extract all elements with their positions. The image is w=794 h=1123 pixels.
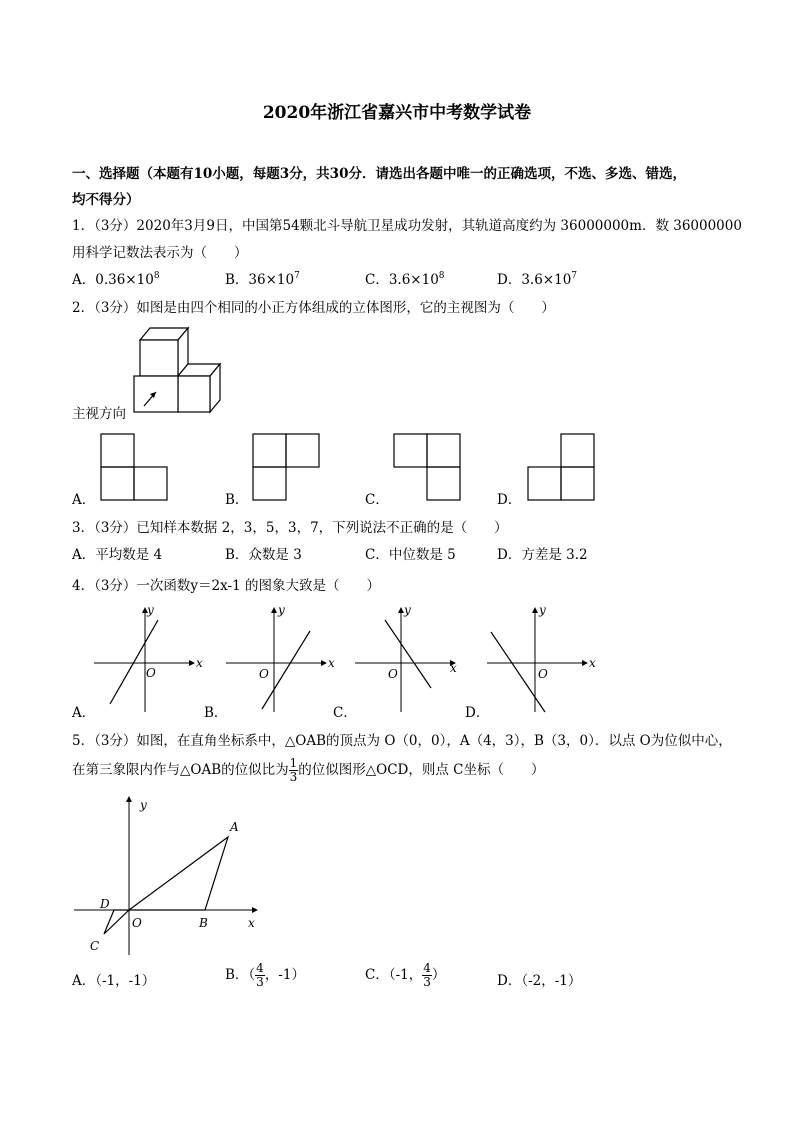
q5-origin-label: O [132,916,142,930]
q1-stem-line1: 1．（3分）2020年3月9日，中国第54颗北斗导航卫星成功发射，其轨道高度约为 36000000m．数 36000000 [72,218,742,234]
q2-option-d[interactable]: D． [497,492,522,508]
q5-option-b[interactable] [225,962,305,989]
q5-stem-line2-pre: 在第三象限内作与△OAB的位似比为 [72,762,289,778]
q4-b-origin-label: O [259,667,269,681]
q5-y-label: y [140,798,147,812]
q4-option-d[interactable]: D． [465,705,490,721]
q4-d-x-label: x [589,656,596,670]
q2-view-direction-label: 主视方向 [72,406,126,422]
q5-x-label: x [248,916,255,930]
q2-stem: 2．（3分）如图是由四个相同的小正方体组成的立体图形，它的主视图为（ ） [72,300,555,316]
q5-point-b-label: B [199,916,208,930]
q4-stem: 4．（3分）一次函数y＝2x-1 的图象大致是（ ） [72,578,380,594]
q2-option-a-figure [100,433,170,503]
section-heading-line1: 一、选择题（本题有10小题，每题3分，共30分．请选出各题中唯一的正确选项，不选、多选、错选， [72,166,686,182]
q1-option-d-text: D．3.6×10 [497,272,572,288]
q1-option-b-exp: 7 [294,271,300,281]
q5-stem-line2-post: 的位似图形△OCD，则点 C坐标（ ） [298,762,545,778]
q3-option-b[interactable]: B．众数是 3 [225,547,302,563]
q4-c-x-label: x [450,661,457,675]
q1-option-b-text: B．36×10 [225,272,295,288]
q4-option-a-graph [94,604,209,714]
q5-option-c-post: ） [431,967,446,983]
q3-stem: 3．（3分）已知样本数据 2，3，5，3，7，下列说法不正确的是（ ） [72,520,508,536]
q1-option-c-text: C．3.6×10 [365,272,439,288]
q4-c-y-label: y [404,603,411,617]
q3-option-c[interactable]: C．中位数是 5 [365,547,456,563]
q5-ratio-num: 1 [289,756,298,770]
q4-option-b[interactable]: B． [204,705,228,721]
page-title: 2020年浙江省嘉兴市中考数学试卷 [262,103,532,123]
q5-stem-line1: 5．（3分）如图，在直角坐标系中，△OAB的顶点为 O（0，0），A（4，3），B（3，0）．以点 O为位似中心， [72,733,732,749]
q4-option-a[interactable]: A． [72,705,96,721]
q4-option-c-graph [355,604,470,714]
q5-option-b-pre: B．（ [225,967,256,983]
q1-option-d[interactable] [497,268,577,288]
q5-point-c-label: C [90,939,100,953]
q5-ratio-fraction [289,757,299,784]
q4-option-b-graph [226,604,341,714]
q4-d-origin-label: O [538,667,548,681]
q1-option-b[interactable] [225,268,300,288]
q5-option-c-pre: C．（-1， [365,967,423,983]
q5-option-b-num: 4 [256,961,264,975]
q2-option-d-figure [527,433,597,503]
q4-b-x-label: x [328,656,335,670]
q1-option-d-exp: 7 [571,271,578,281]
q2-3d-figure [100,320,230,415]
q1-option-c[interactable] [365,268,445,288]
q4-option-c[interactable]: C． [333,705,357,721]
q5-option-b-den: 3 [256,975,264,989]
q2-option-c-figure [393,433,463,503]
q1-option-a-text: A．0.36×10 [72,272,154,288]
section-heading-line2: 均不得分） [72,192,140,208]
q5-option-c-fraction [422,962,432,989]
q5-point-a-label: A [230,820,239,834]
q4-a-x-label: x [196,656,203,670]
q4-a-origin-label: O [146,666,156,680]
q5-coordinate-figure [72,795,272,960]
q2-option-a[interactable]: A． [72,492,96,508]
q1-option-a[interactable] [72,268,160,288]
q3-option-a[interactable]: A．平均数是 4 [72,547,163,563]
q5-option-d[interactable]: D．（-2，-1） [497,973,582,989]
q1-option-a-exp: 8 [153,271,160,281]
q5-option-a[interactable]: A．（-1，-1） [72,973,156,989]
q1-stem-line2: 用科学记数法表示为（ ） [72,245,248,261]
q4-c-origin-label: O [388,667,398,681]
q2-option-b[interactable]: B． [225,492,249,508]
q4-b-y-label: y [278,603,285,617]
q5-option-c[interactable] [365,962,445,989]
q5-option-c-den: 3 [423,975,431,989]
q5-option-b-post: ，-1） [264,967,305,983]
q4-a-y-label: y [147,603,154,617]
q1-option-c-exp: 8 [438,271,445,281]
q4-option-d-graph [487,604,602,714]
q2-option-b-figure [252,433,322,503]
q3-option-d[interactable]: D．方差是 3.2 [497,547,588,563]
q5-ratio-den: 3 [289,770,298,784]
q5-stem-line2 [72,757,545,784]
q4-d-y-label: y [539,603,546,617]
q5-point-d-label: D [100,897,110,911]
q2-option-c[interactable]: C． [365,492,389,508]
q5-option-c-num: 4 [423,961,431,975]
q5-option-b-fraction [255,962,265,989]
